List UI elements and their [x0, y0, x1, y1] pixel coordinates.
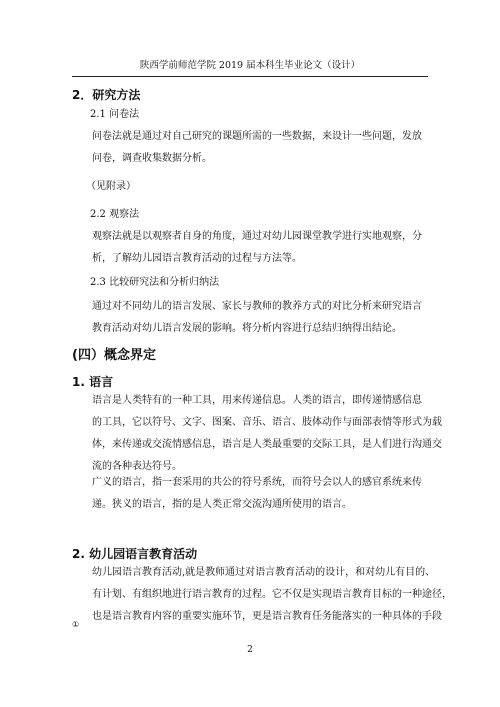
footnote-marker [72, 618, 79, 632]
subsection-title-questionnaire: 2.1 问卷法 [90, 109, 140, 120]
paragraph-comparison [72, 296, 428, 340]
subsection-title-comparison: 2.3 比较研究法和分析归纳法 [90, 277, 220, 288]
text-line: 流的各种表达符号。 [92, 461, 182, 472]
paragraph-kindergarten-activity [72, 562, 452, 628]
appendix-note: （见附录） [86, 181, 136, 192]
page-header: 陕西学前师范学院 2019 届本科生毕业论文（设计） [139, 60, 361, 71]
subsection-title-observation: 2.2 观察法 [90, 209, 140, 220]
text-line: 析，了解幼儿园语言教育活动的过程与方法等。 [92, 253, 302, 264]
text-line: 通过对不同幼儿的语言发展、家长与教师的教养方式的对比分析来研究语言 [92, 301, 422, 312]
paragraph-observation [72, 226, 428, 270]
header-rule [72, 76, 428, 77]
section-heading-methods: 2．研究方法 [72, 88, 141, 102]
text-line: 体，来传递或交流情感信息，语言是人类最重要的交际工具，是人们进行沟通交 [92, 439, 442, 450]
text-line: 幼儿园语言教育活动,就是教师通过对语言教育活动的设计，和对幼儿有目的、 [92, 567, 436, 578]
footnote-ref: ① [72, 620, 80, 629]
text-line: 有计划、有组织地进行语言教育的过程。它不仅是实现语言教育目标的一种途径， [92, 589, 452, 600]
subsection-heading-kindergarten: 2. 幼儿园语言教育活动 [72, 547, 198, 561]
page-number: 2 [247, 645, 253, 655]
text-line: 语言是人类特有的一种工具，用来传递信息。人类的语言，即传递情感信息 [92, 395, 422, 406]
paragraph-questionnaire [72, 126, 428, 170]
text-line: 的工具，它以符号、文字、图案、音乐、语言、肢体动作与面部表情等形式为载 [92, 417, 442, 428]
text-line: 教育活动对幼儿语言发展的影响。将分析内容进行总结归纳得出结论。 [92, 323, 402, 334]
text-line: 问卷，调查收集数据分析。 [92, 153, 212, 164]
text-line: 也是语言教育内容的重要实施环节，更是语言教育任务能落实的一种具体的手段 [92, 611, 442, 622]
section-heading-concepts: (四）概念界定 [72, 348, 156, 363]
text-line: 问卷法就是通过对自己研究的课题所需的一些数据，来设计一些问题，发放 [92, 131, 422, 142]
text-line: 递。狭义的语言，指的是人类正常交流沟通所使用的语言。 [92, 499, 352, 510]
paragraph-language-definition [72, 390, 442, 478]
text-line: 观察法就是以观察者自身的角度，通过对幼儿园课堂教学进行实地观察，分 [92, 231, 422, 242]
paragraph-language-broad-narrow [72, 472, 428, 516]
text-line: 广义的语言，指一套采用的共公的符号系统，而符号会以人的感官系统来传 [92, 477, 422, 488]
subsection-heading-language: 1. 语言 [72, 375, 114, 389]
